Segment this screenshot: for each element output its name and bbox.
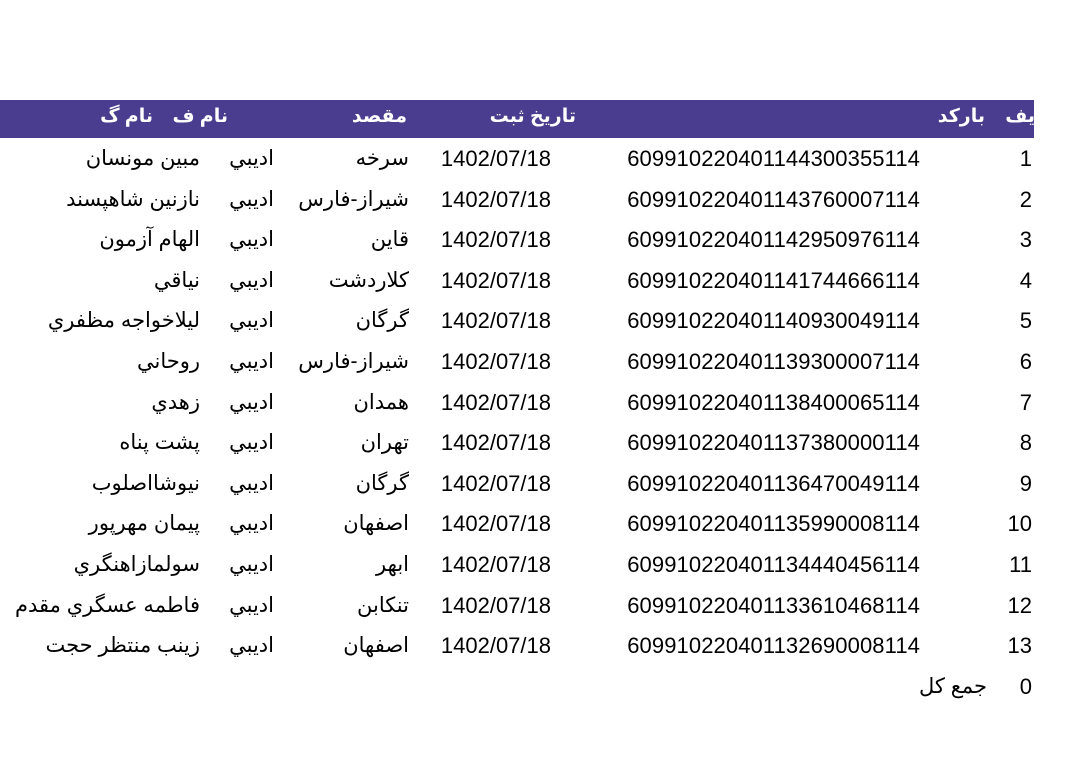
- table-row: [0, 422, 1080, 463]
- cell-destination: شيراز-فارس: [298, 350, 409, 373]
- cell-last-name: پشت پناه: [119, 431, 200, 455]
- cell-barcode: 609910220401138400065114: [627, 389, 920, 415]
- cell-destination: اصفهان: [343, 512, 409, 536]
- cell-destination: شيراز-فارس: [298, 187, 409, 211]
- header-index: یف: [1005, 106, 1035, 127]
- cell-barcode: 609910220401137380000114: [627, 430, 920, 456]
- cell-last-name: مبين مونسان: [85, 147, 200, 170]
- cell-destination: قاين: [370, 228, 409, 252]
- cell-last-name: ليلاخواجه مظفري: [47, 309, 200, 333]
- table-header: [0, 100, 1034, 138]
- cell-barcode: 609910220401136470049114: [627, 470, 920, 496]
- cell-last-name: نازنين شاهپسند: [66, 187, 200, 211]
- cell-index: 13: [1007, 633, 1032, 659]
- cell-date: 1402/07/18: [440, 308, 551, 334]
- table-row: [0, 219, 1080, 260]
- cell-last-name: زهدي: [151, 390, 200, 414]
- cell-barcode: 609910220401144300355114: [627, 146, 920, 171]
- cell-first-name: اديبي: [229, 431, 274, 455]
- cell-last-name: پيمان مهرپور: [88, 512, 200, 536]
- cell-first-name: اديبي: [229, 147, 274, 170]
- cell-date: 1402/07/18: [440, 552, 551, 577]
- table-row: [0, 544, 1080, 585]
- cell-destination: همدان: [353, 390, 409, 414]
- cell-destination: سرخه: [355, 147, 409, 170]
- cell-date: 1402/07/18: [440, 511, 551, 537]
- table-row: [0, 260, 1080, 301]
- table-row: [0, 300, 1080, 341]
- cell-date: 1402/07/18: [440, 430, 551, 456]
- cell-last-name: سولمازاهنگري: [73, 553, 200, 576]
- cell-date: 1402/07/18: [440, 267, 551, 293]
- header-first-name: نام ف: [172, 106, 228, 127]
- cell-barcode: 609910220401135990008114: [627, 511, 920, 537]
- cell-last-name: نياقي: [153, 268, 200, 292]
- cell-barcode: 609910220401141744666114: [627, 267, 920, 293]
- cell-first-name: اديبي: [229, 187, 274, 211]
- cell-index: 9: [1019, 470, 1032, 496]
- cell-last-name: الهام آزمون: [99, 228, 200, 252]
- table-row: [0, 341, 1080, 382]
- table-row: [0, 503, 1080, 544]
- cell-first-name: اديبي: [229, 634, 274, 658]
- cell-barcode: 609910220401132690008114: [627, 633, 920, 659]
- total-label: جمع كل: [918, 675, 987, 698]
- cell-barcode: 609910220401143760007114: [627, 186, 920, 212]
- cell-last-name: زينب منتظر حجت: [45, 634, 200, 658]
- cell-last-name: نيوشااصلوب: [91, 471, 200, 495]
- cell-first-name: اديبي: [229, 512, 274, 536]
- cell-index: 4: [1019, 267, 1032, 293]
- cell-first-name: اديبي: [229, 390, 274, 414]
- cell-first-name: اديبي: [229, 309, 274, 333]
- cell-first-name: اديبي: [229, 593, 274, 617]
- cell-destination: اصفهان: [343, 634, 409, 658]
- cell-destination: تنكابن: [356, 593, 409, 617]
- cell-index: 10: [1007, 511, 1032, 537]
- cell-index: 2: [1019, 186, 1032, 212]
- cell-destination: كلاردشت: [328, 268, 409, 292]
- cell-index: 11: [1009, 552, 1032, 577]
- cell-destination: تهران: [360, 431, 409, 455]
- cell-first-name: اديبي: [229, 268, 274, 292]
- table-row: [0, 585, 1080, 626]
- cell-barcode: 609910220401134440456114: [627, 552, 920, 577]
- cell-date: 1402/07/18: [440, 186, 551, 212]
- cell-date: 1402/07/18: [440, 633, 551, 659]
- header-date: تاریخ ثبت: [489, 106, 576, 127]
- table-row: [0, 179, 1080, 220]
- cell-barcode: 609910220401139300007114: [627, 349, 920, 374]
- cell-barcode: 609910220401133610468114: [627, 592, 920, 618]
- cell-date: 1402/07/18: [440, 470, 551, 496]
- cell-barcode: 609910220401142950976114: [627, 227, 920, 253]
- cell-last-name: فاطمه عسگري مقدم: [14, 593, 200, 617]
- cell-index: 8: [1019, 430, 1032, 456]
- cell-date: 1402/07/18: [440, 389, 551, 415]
- header-destination: مقصد: [351, 106, 407, 127]
- cell-index: 12: [1007, 592, 1032, 618]
- cell-index: 6: [1019, 349, 1032, 374]
- cell-index: 1: [1019, 146, 1032, 171]
- cell-destination: گرگان: [355, 471, 409, 495]
- cell-date: 1402/07/18: [440, 146, 551, 171]
- cell-index: 5: [1019, 308, 1032, 334]
- total-value: 0: [1019, 674, 1032, 699]
- cell-index: 3: [1019, 227, 1032, 253]
- cell-first-name: اديبي: [229, 350, 274, 373]
- cell-destination: گرگان: [355, 309, 409, 333]
- header-last-name: نام گ: [100, 106, 153, 127]
- cell-last-name: روحاني: [136, 350, 200, 373]
- cell-first-name: اديبي: [229, 471, 274, 495]
- table-row: [0, 625, 1080, 666]
- header-barcode: بارکد: [937, 106, 985, 127]
- table-row: [0, 138, 1080, 179]
- cell-barcode: 609910220401140930049114: [627, 308, 920, 334]
- cell-date: 1402/07/18: [440, 592, 551, 618]
- table-row: [0, 463, 1080, 504]
- cell-index: 7: [1019, 389, 1032, 415]
- cell-destination: ابهر: [376, 553, 409, 576]
- table-row: [0, 382, 1080, 423]
- cell-date: 1402/07/18: [440, 227, 551, 253]
- cell-date: 1402/07/18: [440, 349, 551, 374]
- cell-first-name: اديبي: [229, 228, 274, 252]
- cell-first-name: اديبي: [229, 553, 274, 576]
- table-footer: [0, 666, 1080, 708]
